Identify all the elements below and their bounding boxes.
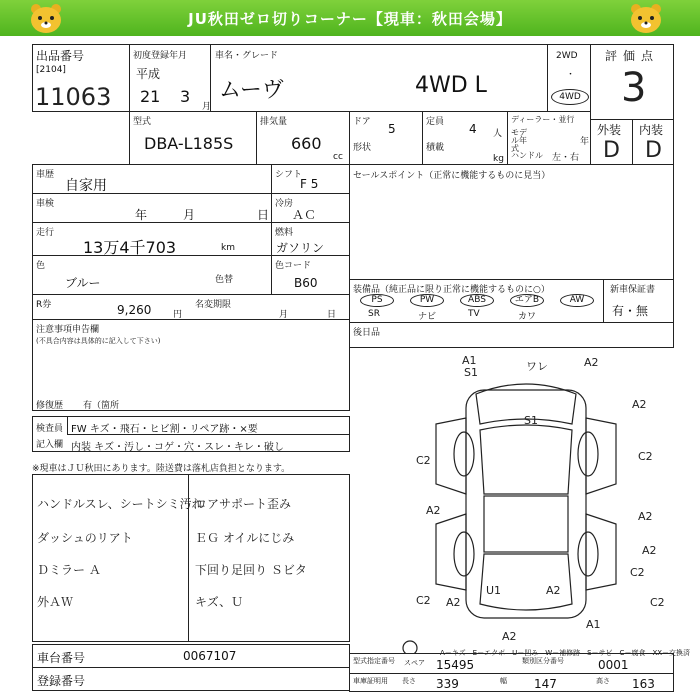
model-value: DBA-L185S — [144, 134, 234, 153]
score-box — [590, 44, 674, 120]
history-box — [32, 164, 272, 194]
repair-value: 有（箇所 — [83, 401, 120, 411]
lot-box — [32, 44, 130, 112]
damage-mark: A2 — [632, 398, 647, 411]
color-code-value: B60 — [294, 276, 318, 290]
inspector-label1: 検査員 — [36, 424, 64, 434]
color-value: ブルー — [65, 276, 101, 290]
damage-mark: A2 — [502, 630, 517, 643]
shift-label: シフト — [275, 170, 303, 180]
inspector-box — [32, 416, 350, 452]
inspector-label2: 記入欄 — [36, 440, 64, 450]
note-right-4: キズ、Ｕ — [195, 595, 244, 609]
price-label: R券 — [36, 300, 52, 310]
capacity-value: 4 — [469, 122, 477, 136]
model-box — [129, 111, 257, 165]
note-left-2: ダッシュのリアト — [37, 531, 133, 545]
shift-box — [271, 164, 350, 194]
model-year-label: モデル年式 — [511, 128, 527, 153]
doors-value: 5 — [388, 122, 396, 136]
exterior-box — [590, 119, 633, 165]
auction-sheet — [32, 44, 691, 692]
history-value: 自家用 — [65, 178, 107, 194]
lot-number: 11063 — [35, 83, 112, 111]
year-unit: 年 — [580, 137, 590, 147]
damage-mark: S1 — [464, 366, 478, 379]
equipment-item: エアB — [510, 294, 544, 307]
width-label: 幅 — [500, 677, 507, 685]
model-label: 型式 — [133, 117, 152, 127]
registration-label: 登録番号 — [37, 674, 86, 688]
rear-items-label: 後日品 — [353, 328, 381, 338]
spec-box — [349, 653, 674, 692]
length-label: 長さ — [402, 677, 416, 685]
fuel-box — [271, 222, 350, 256]
damage-mark: C2 — [638, 450, 653, 463]
name-change-month: 月 — [279, 310, 289, 320]
note-left-1: ハンドルスレ、シートシミ汚れ — [37, 497, 204, 511]
damage-mark: A1 — [586, 618, 601, 631]
class-num-value: 0001 — [598, 658, 629, 672]
name-change-day: 日 — [327, 310, 337, 320]
equipment-sub: カワ — [518, 312, 537, 322]
notes-sub: (不具合内容は具体的に記入して下さい) — [36, 337, 161, 345]
car-name: ムーヴ — [219, 78, 284, 103]
height-value: 163 — [632, 677, 655, 691]
month-unit: 月 — [202, 102, 212, 112]
interior-label: 内装 — [639, 123, 664, 137]
ac-value: ＡＣ — [292, 208, 317, 222]
doors-label: ドア — [353, 117, 371, 127]
damage-mark: A2 — [546, 584, 561, 597]
equipment-sub: TV — [468, 309, 480, 319]
shape-label: 形状 — [353, 143, 372, 153]
exterior-label: 外装 — [597, 123, 622, 137]
equipment-label: 装備品（純正品に限り正常に機能するものに○） — [353, 285, 550, 295]
damage-mark: S1 — [524, 414, 538, 427]
warranty-value: 有・無 — [612, 304, 649, 318]
header-title: JU秋田ゼロ切りコーナー【現車：秋田会場】 — [188, 10, 512, 28]
type-spec-value: 15495 — [436, 658, 475, 672]
exterior-value: D — [603, 138, 620, 163]
chassis-value: 0067107 — [183, 649, 237, 663]
price-value: 9,260 — [117, 303, 152, 317]
mileage-label: 走行 — [36, 228, 55, 238]
width-value: 147 — [534, 677, 557, 691]
score-value: 3 — [621, 65, 647, 111]
inspection-year-unit: 年 — [135, 208, 148, 222]
damage-mark: A2 — [426, 504, 441, 517]
note-right-2: ＥＧ オイルにじみ — [195, 531, 295, 545]
damage-mark: A2 — [642, 544, 657, 557]
car-box — [210, 44, 548, 112]
color-code-label: 色コード — [275, 261, 312, 271]
notes-box — [32, 319, 350, 411]
first-reg-month: 3 — [180, 87, 191, 106]
doors-box — [349, 111, 423, 165]
inspection-day-unit: 日 — [257, 208, 270, 222]
drive-4wd: 4WD — [551, 89, 589, 105]
equipment-box — [349, 279, 604, 323]
displacement-unit: cc — [333, 152, 343, 162]
bear-mascot-icon — [626, 2, 666, 34]
displacement-box — [256, 111, 350, 165]
equipment-item: PS — [360, 294, 394, 307]
inspection-month-unit: 月 — [183, 208, 196, 222]
length-value: 339 — [436, 677, 459, 691]
inspector-row1: FW キズ・飛石・ヒビ割・リペア跡・×要 — [71, 424, 258, 435]
damage-mark: A2 — [638, 510, 653, 523]
equipment-item: PW — [410, 294, 444, 307]
lot-label: 出品番号 — [36, 49, 85, 63]
note-right-3: 下回り足回り Ｓビタ — [195, 563, 307, 577]
notes-label: 注意事項申告欄 — [36, 325, 100, 335]
mileage-unit: km — [221, 243, 235, 253]
drive-separator: ・ — [566, 70, 576, 80]
interior-box — [632, 119, 674, 165]
first-reg-box — [129, 44, 211, 112]
warranty-box — [603, 279, 674, 323]
capacity-label: 定員 — [426, 117, 445, 127]
height-label: 高さ — [596, 677, 610, 685]
dims-label: 車庫証明用 — [353, 677, 388, 685]
price-box — [32, 294, 350, 320]
interior-value: D — [645, 138, 662, 163]
color-label: 色 — [36, 261, 46, 271]
class-num-label: 類別区分番号 — [522, 657, 564, 665]
car-label: 車名・グレード — [215, 51, 279, 61]
handwritten-notes — [32, 474, 350, 642]
equipment-item: AW — [560, 294, 594, 307]
handle-label: ハンドル — [511, 151, 543, 160]
damage-legend: A－キズ E－エクボ U－凹み W－補修跡 S－サビ C－腐食 XX－交換済 — [440, 649, 691, 657]
load-label: 積載 — [426, 143, 445, 153]
ac-box — [271, 193, 350, 223]
dealer-box — [507, 111, 591, 165]
inspector-row2: 内装 キズ・汚し・コゲ・穴・スレ・キレ・破し — [71, 442, 284, 453]
lot-code: [2104] — [36, 65, 66, 75]
color-change-label: 色替 — [215, 275, 234, 285]
first-reg-label: 初度登録年月 — [133, 51, 188, 61]
displacement-label: 排気量 — [260, 117, 288, 127]
spare-label: スペア — [404, 659, 425, 667]
drive-box — [547, 44, 591, 112]
name-change-label: 名変期限 — [195, 300, 232, 310]
capacity-unit: 人 — [493, 129, 503, 139]
mileage-value: 13万4千703 — [83, 238, 177, 257]
note-left-4: 外ＡＷ — [37, 595, 74, 609]
inspection-box — [32, 193, 272, 223]
warranty-label: 新車保証書 — [610, 285, 656, 295]
equipment-sub: SR — [368, 309, 380, 319]
chassis-box — [32, 644, 350, 668]
mileage-box — [32, 222, 272, 256]
repair-label: 修復歴 — [36, 401, 64, 411]
sales-point-label: セールスポイント（正常に機能するものに見当） — [353, 171, 551, 181]
capacity-box — [422, 111, 508, 165]
damage-mark: A2 — [584, 356, 599, 369]
shift-value: F 5 — [300, 177, 319, 191]
header-banner — [0, 0, 700, 36]
fuel-value: ガソリン — [276, 241, 325, 255]
load-unit: kg — [493, 154, 504, 164]
damage-mark: C2 — [650, 596, 665, 609]
note-line: ※現車はＪＵ秋田にあります。陸送費は落札店負担となります。 — [32, 464, 291, 474]
equipment-item: ABS — [460, 294, 494, 307]
type-spec-label: 型式指定番号 — [353, 657, 395, 665]
damage-mark: ワレ — [526, 360, 548, 373]
displacement-value: 660 — [291, 134, 322, 153]
price-unit: 円 — [173, 310, 183, 320]
car-damage-diagram — [376, 354, 674, 654]
history-label: 車歴 — [36, 170, 55, 180]
handle-value: 左・右 — [552, 153, 580, 163]
damage-mark: A2 — [446, 596, 461, 609]
first-reg-year: 21 — [140, 87, 161, 106]
fuel-label: 燃料 — [275, 228, 294, 238]
ac-label: 冷房 — [275, 199, 294, 209]
note-left-3: Ｄミラー Ａ — [37, 563, 101, 577]
first-reg-era: 平成 — [136, 67, 161, 81]
color-code-box — [271, 255, 350, 295]
chassis-label: 車台番号 — [37, 651, 86, 665]
car-grade: 4WD L — [415, 73, 487, 98]
damage-mark: C2 — [630, 566, 645, 579]
note-right-1: ロアサポート歪み — [195, 497, 292, 511]
drive-2wd: 2WD — [556, 51, 578, 61]
sales-point-box — [349, 164, 674, 280]
score-label: 評価点 — [605, 49, 660, 63]
equipment-sub: ナビ — [418, 312, 437, 322]
dealer-label: ディーラー・並行 — [511, 115, 575, 124]
color-box — [32, 255, 272, 295]
registration-box — [32, 667, 350, 691]
rear-items-box — [349, 322, 674, 348]
damage-mark: A1 — [462, 354, 477, 367]
inspection-label: 車検 — [36, 199, 55, 209]
damage-mark: C2 — [416, 594, 431, 607]
damage-mark: C2 — [416, 454, 431, 467]
damage-mark: U1 — [486, 584, 502, 597]
